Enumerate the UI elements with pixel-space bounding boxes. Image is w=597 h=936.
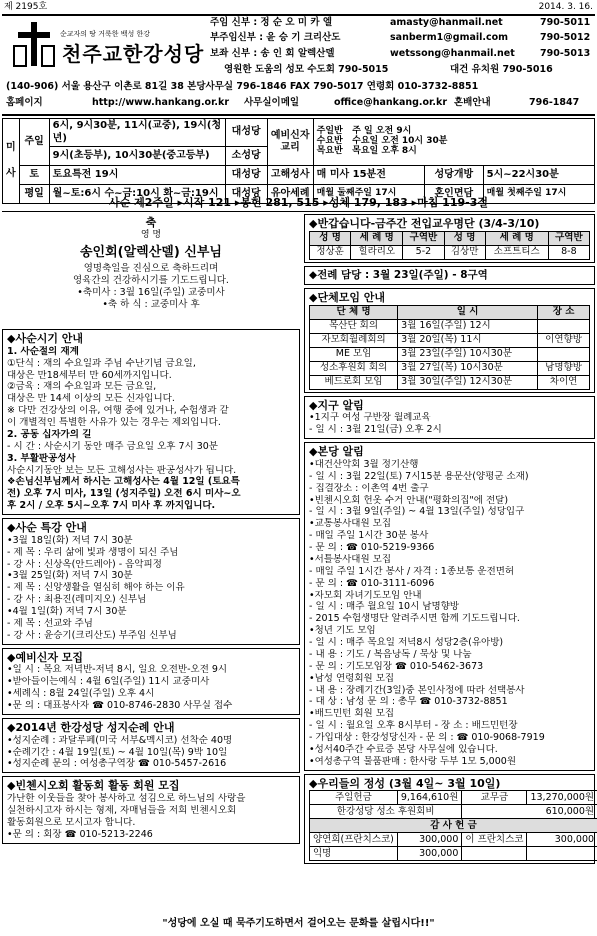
left-column — [2, 214, 300, 847]
footer-slogan: "성당에 오실 때 묵주기도하면서 걸어오는 문화를 살립시다!!" — [162, 918, 435, 929]
divider — [2, 114, 595, 116]
liturgy-duty: ◆전례 담당 : 3월 23일(주일) - 8구역 — [304, 266, 595, 285]
table-row: 주일헌금 9,164,610원 교무금 13,270,000원 — [310, 791, 597, 805]
table-row: 베드로회 모임 3월 30일(주일) 12시30분 차이연 — [310, 375, 590, 389]
pilgrimage-notice: ◆2014년 한강성당 성지순례 안내 •성지순례 : 과달루페(미국 서부&멕시코) 선착순 40명 •순례기간 : 4월 19일(토) ~ 4월 10일(목) 9박 10일 •성지순례 문의 : 여성총구역장 ☎ 010-5457-2616 — [2, 718, 300, 773]
clergy-row: 보좌 신부 : 송 인 회 알렉산델 wetssong@hanmail.net 790-5013 — [210, 48, 591, 59]
welcome-newcomers: ◆반갑습니다-금주간 전입교우명단 (3/4-3/10) 성 명 세 례 명 구역반 성 명 세 례 명 구역반 정상훈 힐라리오 5-2 김상만 소프트티스 8-8 — [304, 214, 595, 263]
logo-name: 천주교한강성당 — [62, 42, 205, 66]
table-row: 정상훈 힐라리오 5-2 김상만 소프트티스 8-8 — [310, 245, 590, 259]
clergy-row: 부주임신부 : 윤 승 기 크리산도 sanberm1@gmail.com 790-5012 — [210, 32, 591, 43]
right-column — [304, 214, 595, 867]
table-row: ME 모임 3월 23일(주일) 10시30분 — [310, 347, 590, 361]
parish-notice: ◆본당 알림 •대건산악회 3월 정기산행 - 일 시 : 3월 22일(토) 7시15분 용문산(양평군 소재) - 집결장소 : 이촌역 4번 출구 •빈첸시오회 헌옷 수거 안내("평화의집"에 전달) - 일 시 : 3월 9일(주일) ~ 4월 13일(주일) 성당입구 •교통봉사대원 모집 - 매일 주일 1시간 30분 봉사 - 문 의 : ☎ 010-5219-9366 •서틀봉사대원 모집 - 매일 주일 1시간 봉사 / 자격 : 1종보통 운전면허 - 문 의 : ☎ 010-3111-6096 •자모회 자녀기도모임 안내 - 일 시 : 매주 월요일 10시 남명향방 - 2015 수험생명단 알려주시면 함께 기도드립니다. •청년 기도 모임 - 일 시 : 매주 목요일 저녁8시 성당2층(유아방) - 내 용 : 기도 / 복음낭독 / 묵상 및 나눔 - 문 의 : 기도모임장 ☎ 010-5462-3673 •남성 연령회원 모집 - 내 용 : 장례기간(3일)중 본인사정에 따라 선택봉사 - 대 상 : 남성 문 의 : 총무 ☎ 010-3732-8851 •배드민턴 회원 모집 - 일 시 : 월요일 오후 8시부터 - 장 소 : 배드민턴장 - 가입대상 : 한강성당신자 - 문 의 : ☎ 010-9068-7919 •성서40주간 수료증 본당 사무실에 있습니다. •여성총구역 물품판매 : 한사랑 두부 1모 5,000원 — [304, 442, 595, 771]
divider — [2, 211, 595, 212]
table-row: 양연희(프란치스코) 300,000 이 프란치스코 300,000 — [310, 833, 597, 847]
nuns-row: 영원한 도움의 성모 수도회 790-5015 대건 유치원 790-5016 — [224, 64, 553, 75]
divider — [2, 14, 595, 16]
header-top — [4, 2, 593, 14]
mass-schedule-table: 미 사 주일 6시, 9시30분, 11시(교중), 19시(청년) 대성당 예비신자 교리 주일반 주 일 오전 9시 수요반 수요일 오전 10시 30분 목요반 목요일 오후 8시 9시(초등부), 10시30분(중고등부) 소성당 토 토요특전 19시 대성당 고해성사 매 미사 15분전 성당개방 5시~22시30분 평일 월~토:6시 수~금:10시 화~금:19시 대성당 유아세례 매월 둘째주일 17시 혼인면담 매월 첫째주일 17시 — [2, 118, 595, 204]
logo-subtitle: 순교자의 땅 거룩한 백성 한강 — [60, 30, 151, 38]
issue-number: 제 2195호 — [4, 2, 48, 12]
newcomers-table: 성 명 세 례 명 구역반 성 명 세 례 명 구역반 정상훈 힐라리오 5-2 김상만 소프트티스 8-8 — [309, 231, 590, 260]
homepage-link[interactable]: http://www.hankang.or.kr — [92, 97, 230, 108]
meetings-table: 단 체 명 일 시 장 소 목산단 회의 3월 16일(주일) 12시 자모회월례회의 3월 20일(목) 11시 이연향방 ME 모임 3월 23일(주일) 10시30분 성소후원회 회의 3월 27일(목) 10시30분 남명향방 베드로회 모임 3월 30일(주일) 12시30분 차이연 — [309, 305, 590, 390]
lent-lecture-notice: ◆사순 특강 안내 •3월 18일(화) 저녁 7시 30분 - 제 목 : 우리 삶에 빛과 생명이 되신 주님 - 강 사 : 신상옥(안드레아) - 음악피정 •3월 25일(화) 저녁 7시 30분 - 제 목 : 신앙생활을 열심히 해야 하는 이유 - 강 사 : 최용진(레미지오) 신부님 •4월 1일(화) 저녁 7시 30분 - 제 목 : 선교와 주님 - 강 사 : 윤승기(크리산도) 부주임 신부님 — [2, 518, 300, 645]
office-email-link[interactable]: office@hankang.or.kr — [334, 97, 448, 108]
feast-congratulation: 축 영 명 송인회(알렉산델) 신부님 영명축일을 진심으로 축하드리며 영육간의 건강하시기를 기도드립니다. •축미사 : 3월 16일(주일) 교중미사 •축 하 식 : 교중미사 후 — [2, 214, 300, 329]
table-row: 성소후원회 회의 3월 27일(목) 10시30분 남명향방 — [310, 361, 590, 375]
table-row: 목산단 회의 3월 16일(주일) 12시 — [310, 319, 590, 333]
offering-table: 주일헌금 9,164,610원 교무금 13,270,000원 한강성당 성소 후원회비 610,000원 감 사 헌 금 양연희(프란치스코) 300,000 이 프란치스코 300,000 익명 300,000 — [309, 790, 597, 861]
clergy-row: 주임 신부 : 정 순 오 미 카 엘 amasty@hanmail.net 790-5011 — [210, 17, 591, 28]
issue-date: 2014. 3. 16. — [538, 2, 593, 12]
district-notice: ◆지구 알림 •1지구 여성 구반장 월례교육 - 일 시 : 3월 21일(금) 오후 2시 — [304, 396, 595, 440]
lent-notice: ◆사순시기 안내 1. 사순절의 재계 ①단식 : 재의 수요일과 주님 수난기념 금요일, 대상은 만18세부터 만 60세까지입니다. ②금육 : 재의 수요일과 모든 금요일, 대상은 만 14세 이상의 모든 신자입니다. ※ 다만 건강상의 이유, 여행 중에 있거나, 수험생과 같 이 개별적인 특별한 사유가 있는 경우는 제외입니다. 2. 공동 십자가의 길 - 시 간 : 사순시기 동안 매주 금요일 오후 7시 30분 3. 부활판공성사 사순시기동안 보는 모든 고해성사는 판공성사가 됩니다. ❖손님신부님께서 하시는 고해성사는 4월 12일 (토요특 전) 오후 7시 미사, 13일 (성지주일) 오전 6시 미사~오 후 2시 / 오후 5시~오후 7시 미사 후 까지입니다. — [2, 329, 300, 515]
catechumen-recruit: ◆예비신자 모집 •일 시 : 목요 저녁반-저녁 8시, 일요 오전반-오전 9시 •받아들이는예식 : 4월 6일(주일) 11시 교중미사 •세례식 : 8월 24일(주일) 오후 4시 •문 의 : 대표봉사자 ☎ 010-8746-2830 사무실 접수 — [2, 648, 300, 715]
congrats-name: 송인회(알렉산델) 신부님 — [80, 245, 222, 260]
liturgical-calendar-bar: 사순 제2주일 ▸시작 121 ▸봉헌 281, 515 ▸성체 179, 183 ▸마침 119-3절 — [109, 196, 488, 209]
table-row: 익명 300,000 — [310, 847, 597, 861]
group-meetings: ◆단체모임 안내 단 체 명 일 시 장 소 목산단 회의 3월 16일(주일) 12시 자모회월례회의 3월 20일(목) 11시 이연향방 ME 모임 3월 23일(주일) 10시30분 성소후원회 회의 3월 27일(목) 10시30분 남명향방 베드로회 모임 3월 30일(주일) 12시30분 차이연 — [304, 288, 595, 393]
church-logo-icon — [10, 20, 58, 68]
table-row: 자모회월례회의 3월 20일(목) 11시 이연향방 — [310, 333, 590, 347]
offering-report: ◆우리들의 정성 (3월 4일~ 3월 10일) 주일헌금 9,164,610원 교무금 13,270,000원 한강성당 성소 후원회비 610,000원 감 사 헌 금 양연희(프란치스코) 300,000 이 프란치스코 300,000 익명 300,000 — [304, 774, 595, 865]
table-row: 한강성당 성소 후원회비 610,000원 — [310, 805, 597, 819]
vincent-recruit: ◆빈첸시오회 활동회 활동 회원 모집 가난한 이웃들을 찾아 봉사하고 섬김으로 하느님의 사랑을 실천하시고자 하시는 형제, 자매님들을 저희 빈첸시오회 활동회원으로 모시고자 합니다. •문 의 : 회장 ☎ 010-5213-2246 — [2, 776, 300, 843]
